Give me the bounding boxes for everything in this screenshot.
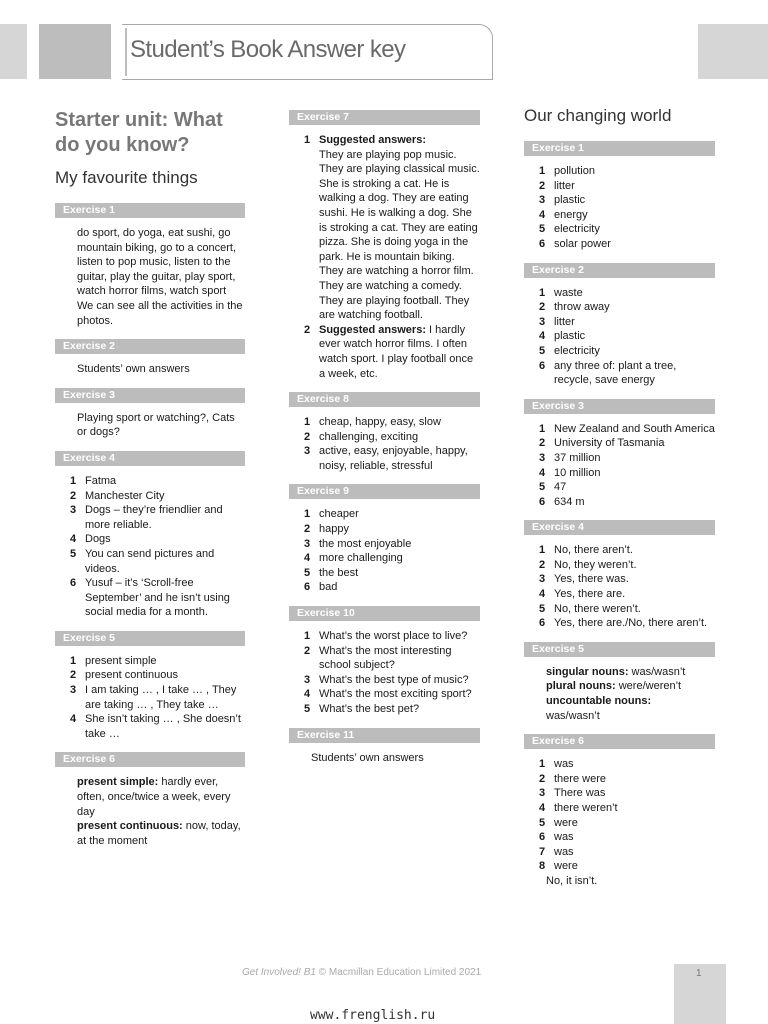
item-number: 6 bbox=[70, 577, 77, 590]
item-number: 1 bbox=[304, 134, 311, 146]
answer-text: They are playing pop music. They are playing classical music. She is stroking a cat. He is walking a dog. They are eating sushi. He is walking a dog. She is stroking a cat. They are eating pizza. She is doing yoga in the park. He is mountain biking. They are watching a horror film. They are watching a comedy. They are playing football. They are watching football. bbox=[319, 148, 480, 322]
item-number: 4 bbox=[304, 688, 311, 701]
item-text: Yusuf – it’s ‘Scroll-free September’ and he isn’t using social media for a month. bbox=[85, 577, 230, 619]
item-text: bad bbox=[319, 581, 338, 594]
item-number: 3 bbox=[70, 504, 77, 517]
item-text: pollution bbox=[554, 165, 595, 177]
item-number: 4 bbox=[304, 552, 311, 565]
exercise-label: Exercise 6 bbox=[524, 734, 715, 749]
answer-list bbox=[539, 286, 715, 388]
list-item bbox=[539, 616, 715, 631]
item-number: 7 bbox=[539, 845, 546, 858]
item-text: more challenging bbox=[319, 552, 403, 565]
list-item bbox=[539, 543, 715, 558]
answer-label: singular nouns: bbox=[546, 665, 629, 678]
item-text: the best bbox=[319, 566, 359, 579]
list-item bbox=[70, 532, 245, 547]
item-number: 3 bbox=[70, 684, 77, 697]
exercise-label: Exercise 4 bbox=[55, 451, 245, 466]
list-item bbox=[539, 845, 715, 860]
answer-text: do sport, do yoga, eat sushi, go mountain biking, go to a concert, listen to pop music, listen to the guitar, play the guitar, play sport, watch horror films, watch sport bbox=[77, 227, 236, 298]
item-text: Yes, there was. bbox=[554, 573, 629, 586]
answer-text: No, it isn’t. bbox=[546, 874, 598, 887]
item-text: litter bbox=[554, 179, 575, 192]
exercise-label: Exercise 3 bbox=[524, 399, 715, 414]
answer-list bbox=[539, 422, 715, 510]
answer-list bbox=[70, 474, 245, 620]
list-item bbox=[539, 801, 715, 816]
exercise-label: Exercise 11 bbox=[289, 728, 480, 743]
item-number: 1 bbox=[304, 630, 311, 643]
list-item bbox=[70, 668, 245, 683]
list-item bbox=[70, 576, 245, 620]
item-text: were bbox=[554, 860, 578, 873]
item-text: No, there aren’t. bbox=[554, 544, 633, 557]
list-item bbox=[304, 687, 480, 702]
list-item bbox=[304, 430, 480, 445]
item-text: electricity bbox=[554, 223, 600, 236]
answer-text: Playing sport or watching?, Cats or dogs? bbox=[77, 411, 235, 439]
list-item bbox=[539, 786, 715, 801]
item-text: Yes, there are. bbox=[554, 588, 626, 601]
column-3 bbox=[524, 108, 715, 889]
item-number: 5 bbox=[70, 547, 77, 560]
item-text: What’s the best type of music? bbox=[319, 673, 469, 686]
page-title: Student’s Book Answer key bbox=[130, 36, 406, 63]
list-item bbox=[304, 444, 480, 473]
list-item bbox=[304, 551, 480, 566]
item-number: 6 bbox=[539, 359, 546, 372]
item-number: 3 bbox=[539, 573, 546, 586]
item-number: 4 bbox=[70, 713, 77, 726]
exercise-label: Exercise 2 bbox=[55, 339, 245, 354]
list-item bbox=[539, 315, 715, 330]
item-number: 2 bbox=[304, 644, 311, 657]
item-number: 6 bbox=[304, 581, 311, 594]
item-number: 6 bbox=[539, 495, 546, 508]
item-text: there weren’t bbox=[554, 802, 618, 814]
list-item bbox=[539, 816, 715, 831]
item-number: 2 bbox=[304, 430, 311, 443]
item-text: 37 million bbox=[554, 451, 601, 464]
section-heading: Our changing world bbox=[524, 106, 672, 125]
item-number: 3 bbox=[539, 451, 546, 464]
answer-list bbox=[304, 629, 480, 717]
column-1 bbox=[55, 108, 245, 859]
list-item bbox=[539, 772, 715, 787]
item-number: 5 bbox=[304, 566, 311, 579]
item-text: plastic bbox=[554, 194, 586, 207]
exercise-label: Exercise 10 bbox=[289, 606, 480, 621]
exercise-label: Exercise 9 bbox=[289, 484, 480, 499]
item-text: Fatma bbox=[85, 474, 117, 487]
item-number: 5 bbox=[304, 703, 311, 715]
item-number: 4 bbox=[70, 533, 77, 546]
item-text: active, easy, enjoyable, happy, noisy, reliable, stressful bbox=[319, 445, 468, 472]
answer-label: Suggested answers: bbox=[319, 323, 426, 336]
item-number: 1 bbox=[304, 416, 311, 429]
item-number: 1 bbox=[539, 286, 546, 299]
exercise-label: Exercise 1 bbox=[524, 141, 715, 156]
answer-text: Students’ own answers bbox=[77, 363, 190, 376]
page-number: 1 bbox=[696, 968, 702, 979]
item-text: present simple bbox=[85, 654, 157, 667]
list-item bbox=[70, 489, 245, 504]
list-item bbox=[539, 179, 715, 194]
footer-url: www.frenglish.ru bbox=[310, 1008, 436, 1023]
item-number: 3 bbox=[304, 445, 311, 458]
item-text: No, they weren’t. bbox=[554, 558, 637, 571]
item-number: 1 bbox=[539, 544, 546, 557]
item-text: challenging, exciting bbox=[319, 430, 419, 443]
item-text: There was bbox=[554, 787, 606, 800]
answer-label: Suggested answers: bbox=[319, 134, 426, 146]
list-item bbox=[539, 830, 715, 845]
item-number: 2 bbox=[70, 489, 77, 502]
item-text: there were bbox=[554, 772, 606, 785]
list-item bbox=[539, 222, 715, 237]
list-item bbox=[304, 323, 480, 381]
item-number: 5 bbox=[539, 223, 546, 236]
list-item bbox=[539, 451, 715, 466]
list-item bbox=[539, 480, 715, 495]
item-text: What’s the most interesting school subject? bbox=[319, 644, 452, 672]
item-text: present continuous bbox=[85, 669, 178, 682]
list-item bbox=[539, 859, 715, 874]
item-number: 6 bbox=[539, 237, 546, 250]
item-text: plastic bbox=[554, 330, 586, 343]
list-item bbox=[304, 580, 480, 595]
item-text: was bbox=[554, 831, 574, 844]
exercise-answer bbox=[304, 133, 480, 381]
item-text: was bbox=[554, 845, 574, 858]
list-item bbox=[304, 702, 480, 717]
copyright-text: © Macmillan Education Limited 2021 bbox=[315, 967, 482, 978]
section-heading: My favourite things bbox=[55, 168, 198, 187]
exercise-answer bbox=[77, 226, 245, 328]
list-item bbox=[539, 193, 715, 208]
list-item bbox=[304, 522, 480, 537]
list-item bbox=[539, 237, 715, 252]
item-text: were bbox=[554, 816, 578, 829]
item-text: litter bbox=[554, 315, 575, 328]
answer-text: was/wasn’t bbox=[628, 665, 686, 678]
item-text: No, there weren’t. bbox=[554, 602, 641, 615]
item-number: 1 bbox=[539, 758, 546, 771]
exercise-label: Exercise 2 bbox=[524, 263, 715, 278]
item-number: 2 bbox=[304, 323, 311, 336]
answer-text: hardly ever, often, once/twice a week, every day bbox=[77, 776, 231, 818]
item-text: cheaper bbox=[319, 508, 359, 521]
item-text: energy bbox=[554, 208, 588, 221]
list-item bbox=[539, 466, 715, 481]
list-item bbox=[539, 495, 715, 510]
item-number: 8 bbox=[539, 860, 546, 873]
answer-text: I hardly ever watch horror films. I often watch sport. I play football once a week, etc. bbox=[319, 323, 474, 380]
answer-text: Students’ own answers bbox=[311, 751, 424, 764]
answer-list bbox=[539, 164, 715, 252]
item-number: 4 bbox=[539, 588, 546, 601]
item-text: was bbox=[554, 758, 574, 771]
answer-label: present simple: bbox=[77, 776, 159, 789]
list-item bbox=[70, 547, 245, 576]
answer-text: now, today, at the moment bbox=[77, 820, 241, 847]
list-item bbox=[539, 344, 715, 359]
unit-title: Starter unit: What do you know? bbox=[55, 109, 223, 156]
item-text: the most enjoyable bbox=[319, 537, 412, 550]
item-number: 2 bbox=[539, 558, 546, 571]
column-2 bbox=[289, 110, 480, 776]
item-number: 2 bbox=[304, 523, 311, 536]
list-item bbox=[539, 359, 715, 388]
list-item bbox=[70, 503, 245, 532]
item-text: 634 m bbox=[554, 495, 585, 508]
item-text: happy bbox=[319, 523, 349, 536]
list-item bbox=[539, 572, 715, 587]
list-item bbox=[304, 673, 480, 688]
exercise-label: Exercise 8 bbox=[289, 392, 480, 407]
item-number: 4 bbox=[539, 466, 546, 479]
list-item bbox=[539, 422, 715, 437]
item-number: 3 bbox=[304, 537, 311, 550]
item-text: 47 bbox=[554, 481, 567, 494]
exercise-label: Exercise 1 bbox=[55, 203, 245, 218]
list-item bbox=[304, 537, 480, 552]
answer-list bbox=[70, 654, 245, 742]
header-box bbox=[39, 24, 111, 79]
item-text: electricity bbox=[554, 344, 600, 357]
list-item bbox=[539, 558, 715, 573]
list-item bbox=[539, 587, 715, 602]
corner-box-left bbox=[0, 24, 27, 79]
item-text: any three of: plant a tree, recycle, save energy bbox=[554, 359, 677, 387]
list-item bbox=[70, 474, 245, 489]
answer-text: was/wasn’t bbox=[546, 709, 600, 722]
item-number: 4 bbox=[539, 330, 546, 343]
item-number: 3 bbox=[539, 315, 546, 328]
item-number: 5 bbox=[539, 344, 546, 357]
item-text: Dogs bbox=[85, 533, 111, 546]
title-bar bbox=[125, 28, 127, 76]
item-text: Manchester City bbox=[85, 489, 165, 502]
list-item bbox=[304, 644, 480, 673]
item-number: 4 bbox=[539, 208, 546, 221]
list-item bbox=[539, 208, 715, 223]
item-number: 6 bbox=[539, 617, 546, 630]
answer-list bbox=[304, 507, 480, 595]
item-number: 3 bbox=[539, 787, 546, 800]
exercise-label: Exercise 5 bbox=[55, 631, 245, 646]
item-number: 5 bbox=[539, 602, 546, 615]
answer-text: were/weren’t bbox=[615, 680, 682, 693]
list-item bbox=[70, 683, 245, 712]
item-text: 10 million bbox=[554, 466, 601, 479]
item-text: What’s the best pet? bbox=[319, 703, 420, 715]
exercise-answer bbox=[77, 775, 245, 848]
item-number: 2 bbox=[70, 669, 77, 682]
answer-list bbox=[539, 757, 715, 874]
item-number: 2 bbox=[539, 179, 546, 192]
item-number: 4 bbox=[539, 802, 546, 814]
item-number: 6 bbox=[539, 831, 546, 844]
item-text: Yes, there are./No, there aren’t. bbox=[554, 617, 708, 630]
list-item bbox=[539, 602, 715, 617]
item-number: 2 bbox=[539, 437, 546, 450]
item-text: cheap, happy, easy, slow bbox=[319, 416, 441, 429]
list-item bbox=[539, 757, 715, 772]
book-title: Get Involved! B1 bbox=[242, 967, 316, 978]
item-number: 5 bbox=[539, 481, 546, 494]
item-text: You can send pictures and videos. bbox=[85, 547, 215, 575]
item-text: What’s the most exciting sport? bbox=[319, 688, 472, 701]
list-item bbox=[304, 629, 480, 644]
item-text: waste bbox=[554, 286, 583, 299]
list-item bbox=[70, 654, 245, 669]
item-text: New Zealand and South America bbox=[554, 422, 715, 435]
list-item bbox=[539, 286, 715, 301]
exercise-label: Exercise 7 bbox=[289, 110, 480, 125]
list-item bbox=[539, 300, 715, 315]
list-item bbox=[304, 566, 480, 581]
list-item bbox=[304, 507, 480, 522]
exercise-label: Exercise 4 bbox=[524, 520, 715, 535]
answer-list bbox=[304, 415, 480, 473]
item-text: throw away bbox=[554, 301, 610, 314]
list-item bbox=[539, 329, 715, 344]
item-number: 1 bbox=[70, 474, 77, 487]
exercise-label: Exercise 3 bbox=[55, 388, 245, 403]
list-item bbox=[304, 415, 480, 430]
item-text: Dogs – they’re friendlier and more reliable. bbox=[85, 504, 223, 531]
item-number: 1 bbox=[70, 654, 77, 667]
item-text: She isn’t taking … , She doesn’t take … bbox=[85, 713, 241, 740]
exercise-label: Exercise 5 bbox=[524, 642, 715, 657]
item-number: 5 bbox=[539, 816, 546, 829]
item-number: 1 bbox=[539, 422, 546, 435]
footer-copyright bbox=[242, 967, 481, 978]
list-item bbox=[70, 712, 245, 741]
answer-text: We can see all the activities in the photos. bbox=[77, 299, 243, 327]
item-number: 2 bbox=[539, 301, 546, 314]
item-number: 3 bbox=[539, 194, 546, 207]
answer-label: present continuous: bbox=[77, 820, 183, 833]
answer-list bbox=[539, 543, 715, 631]
item-number: 3 bbox=[304, 673, 311, 686]
item-text: What’s the worst place to live? bbox=[319, 630, 468, 643]
item-text: solar power bbox=[554, 237, 611, 250]
item-text: I am taking … , I take … , They are taking … , They take … bbox=[85, 684, 237, 711]
exercise-answer bbox=[546, 665, 715, 723]
item-number: 1 bbox=[539, 165, 546, 177]
list-item bbox=[304, 133, 480, 323]
exercise-label: Exercise 6 bbox=[55, 752, 245, 767]
item-text: University of Tasmania bbox=[554, 437, 665, 450]
corner-box-right bbox=[698, 24, 768, 79]
item-number: 1 bbox=[304, 508, 311, 521]
list-item bbox=[539, 164, 715, 179]
list-item bbox=[539, 436, 715, 451]
answer-label: uncountable nouns: bbox=[546, 695, 652, 708]
answer-label: plural nouns: bbox=[546, 680, 616, 693]
item-number: 2 bbox=[539, 772, 546, 785]
